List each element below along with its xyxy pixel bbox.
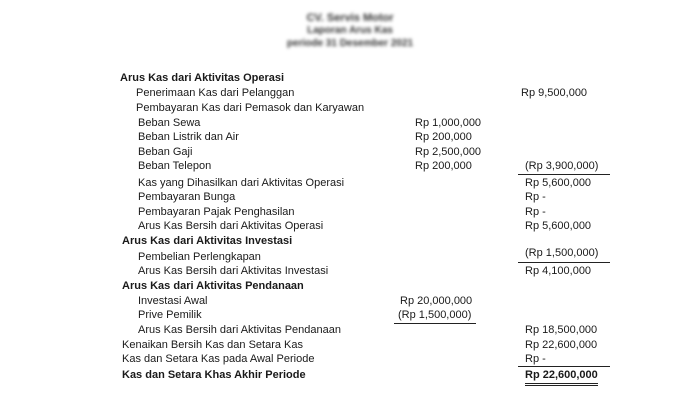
investment-row xyxy=(0,294,700,309)
beginning-label: Kas dan Setara Kas pada Awal Periode xyxy=(122,353,315,365)
payments-total: (Rp 3,900,000) xyxy=(525,160,599,172)
salary-label: Beban Gaji xyxy=(138,146,193,158)
drawings-value: (Rp 1,500,000) xyxy=(398,309,472,321)
tax-row xyxy=(0,205,700,220)
company-name: CV. Servis Motor xyxy=(306,12,394,24)
financing-net-value: Rp 18,500,000 xyxy=(525,324,598,336)
beginning-value: Rp - xyxy=(525,353,546,365)
ending-row xyxy=(0,368,700,383)
ending-value: Rp 22,600,000 xyxy=(525,368,598,386)
operating-net-row xyxy=(0,219,700,234)
receipts-row xyxy=(0,86,700,101)
operating-net-value: Rp 5,600,000 xyxy=(525,220,592,232)
interest-label: Pembayaran Bunga xyxy=(138,191,236,203)
salary-row xyxy=(0,145,700,160)
beginning-row xyxy=(0,352,700,367)
investing-net-row xyxy=(0,264,700,279)
rent-value: Rp 1,000,000 xyxy=(415,117,482,129)
generated-value: Rp 5,600,000 xyxy=(525,177,592,189)
receipts-label: Penerimaan Kas dari Pelanggan xyxy=(136,87,295,99)
phone-row xyxy=(0,159,700,174)
generated-label: Kas yang Dihasilkan dari Aktivitas Operasi xyxy=(138,177,345,189)
receipts-value: Rp 9,500,000 xyxy=(521,87,588,99)
investing-net-value: Rp 4,100,000 xyxy=(525,265,592,277)
tax-label: Pembayaran Pajak Penghasilan xyxy=(138,206,295,218)
operating-net-label: Arus Kas Bersih dari Aktivitas Operasi xyxy=(138,220,324,232)
operating-heading: Arus Kas dari Aktivitas Operasi xyxy=(120,72,285,84)
equipment-label: Pembelian Perlengkapan xyxy=(138,251,261,263)
drawings-label: Prive Pemilik xyxy=(138,309,202,321)
increase-label: Kenaikan Bersih Kas dan Setara Kas xyxy=(122,339,304,351)
drawings-row xyxy=(0,308,700,323)
utilities-label: Beban Listrik dan Air xyxy=(138,131,239,143)
equipment-value: (Rp 1,500,000) xyxy=(525,247,599,259)
generated-row xyxy=(0,176,700,191)
increase-value: Rp 22,600,000 xyxy=(525,339,598,351)
investment-value: Rp 20,000,000 xyxy=(400,295,473,307)
report-title: Laporan Arus Kas xyxy=(307,25,393,36)
utilities-row xyxy=(0,130,700,145)
ending-label: Kas dan Setara Khas Akhir Periode xyxy=(122,369,306,381)
beginning-underline xyxy=(518,366,610,367)
interest-value: Rp - xyxy=(525,191,546,203)
investing-heading: Arus Kas dari Aktivitas Investasi xyxy=(122,235,293,247)
salary-value: Rp 2,500,000 xyxy=(415,146,482,158)
increase-row xyxy=(0,338,700,353)
financing-heading: Arus Kas dari Aktivitas Pendanaan xyxy=(122,280,304,292)
tax-value: Rp - xyxy=(525,206,546,218)
payments-label: Pembayaran Kas dari Pemasok dan Karyawan xyxy=(136,102,365,114)
phone-label: Beban Telepon xyxy=(138,160,212,172)
utilities-value: Rp 200,000 xyxy=(415,131,472,143)
report-period: periode 31 Desember 2021 xyxy=(286,38,414,49)
rent-label: Beban Sewa xyxy=(138,117,201,129)
investing-net-label: Arus Kas Bersih dari Aktivitas Investasi xyxy=(138,265,329,277)
payments-total-underline xyxy=(518,174,610,175)
interest-row xyxy=(0,190,700,205)
rent-row xyxy=(0,116,700,131)
financing-net-row xyxy=(0,323,700,338)
phone-value: Rp 200,000 xyxy=(415,160,472,172)
financing-net-label: Arus Kas Bersih dari Aktivitas Pendanaan xyxy=(138,324,342,336)
investment-label: Investasi Awal xyxy=(138,295,208,307)
equipment-underline xyxy=(518,262,610,263)
